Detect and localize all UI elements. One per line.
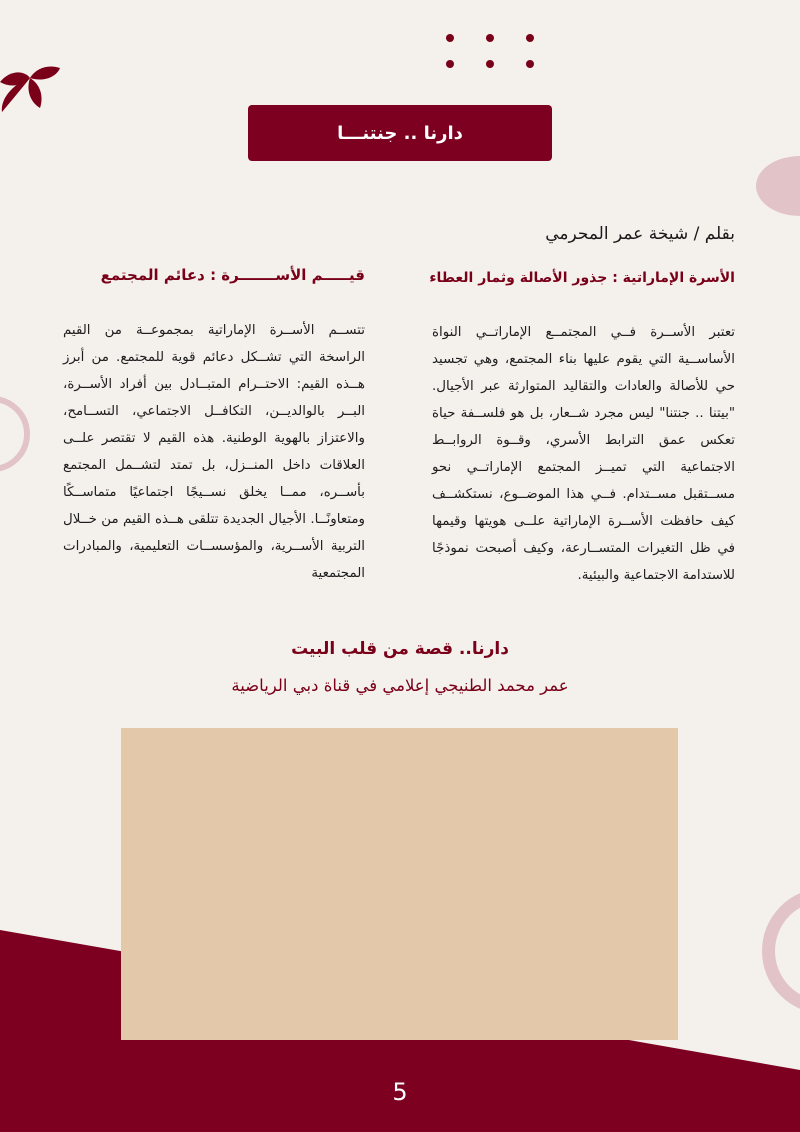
photo-placeholder [121,728,678,1040]
section-heading-left: قيـــــم الأســـــــرة : دعائم المجتمع [100,266,365,284]
page-title: دارنا .. جنتنـــا [248,105,552,161]
article-column-left: تتســم الأســرة الإماراتية بمجموعــة من القيم الراسخة التي تشــكل دعائم قوية للمجتمع. من أبرز هــذه القيم: الاحتــرام المتبــادل بين أفراد الأســرة، البــر بالوالديــن، التكافــل الاجتماعي، التســامح، والاعتزاز بالهوية الوطنية. هذه القيم لا تقتصر علــى العلاقات داخل المنــزل، بل تمتد لتشــمل المجتمع بأســره، ممــا يخلق نســيجًا اجتماعيًا متماســكًا ومتعاونًــا. الأجيال الجديدة تتلقى هــذه القيم من خــلال التربية الأســرية، والمؤسســات التعليمية، والمبادرات المجتمعية [63,323,365,581]
byline: بقلم / شيخة عمر المحرمي [545,224,735,244]
story-title: دارنا.. قصة من قلب البيت [291,639,509,659]
page-number: 5 [392,1078,408,1106]
article-column-right: تعتبر الأســرة فــي المجتمــع الإماراتــي النواة الأساســية التي يقوم عليها بناء المجتمع، وهي تجسيد حي للأصالة والعادات والتقاليد المتوارثة عبر الأجيال. "بيتنا .. جنتنا" ليس مجرد شــعار، بل هو فلســفة حياة تعكس عمق الترابط الأسري، وقــوة الروابــط الاجتماعية التي تميــز المجتمع الإماراتــي نحو مســتقبل مســتدام. فــي هذا الموضــوع، نستكشــف كيف حافظت الأســرة الإماراتية علــى هويتها وقيمها في ظل التغيرات المتســارعة، وكيف أصبحت نموذجًا للاستدامة الاجتماعية والبيئية. [432,325,735,583]
flower-ornament-icon [0,62,64,118]
section-heading-right: الأسرة الإماراتية : جذور الأصالة وثمار العطاء [429,270,735,286]
story-author: عمر محمد الطنيجي إعلامي في قناة دبي الرياضية [231,676,569,695]
